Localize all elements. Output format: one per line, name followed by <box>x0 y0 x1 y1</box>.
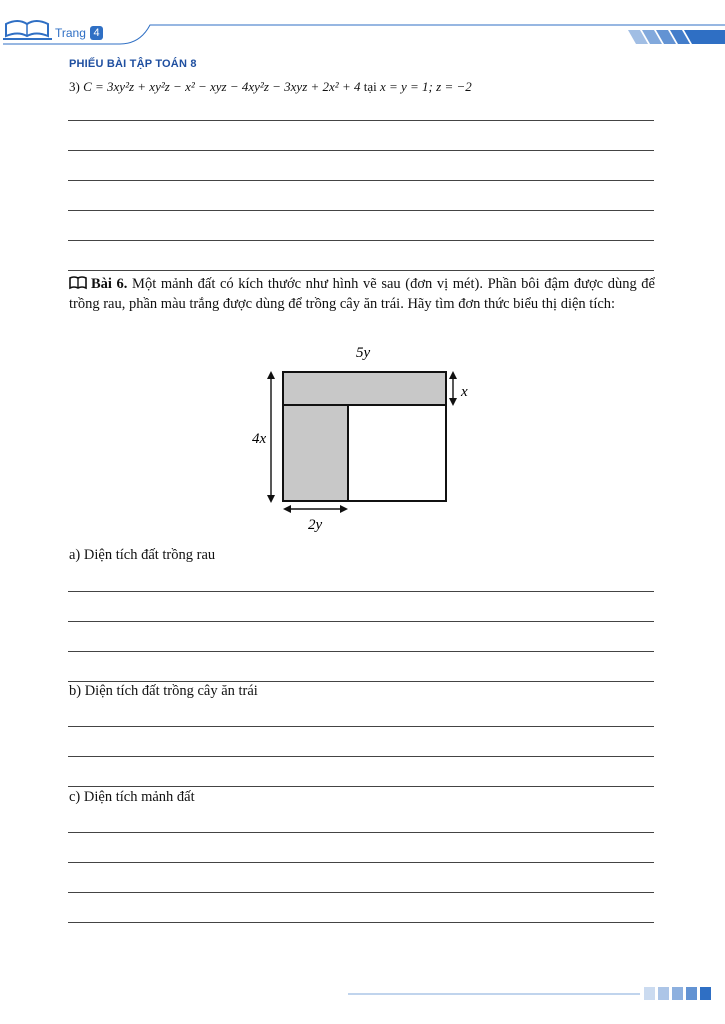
book-logo-icon <box>3 21 52 39</box>
answer-line[interactable] <box>68 591 654 592</box>
shaded-left-column <box>283 405 348 501</box>
answer-line[interactable] <box>68 210 654 211</box>
condition-word: tại <box>363 79 377 94</box>
answer-line[interactable] <box>68 681 654 682</box>
label-2y: 2y <box>308 517 323 533</box>
bottom-width-arrow <box>283 505 348 513</box>
answer-line[interactable] <box>68 150 654 151</box>
answer-line[interactable] <box>68 240 654 241</box>
answer-line[interactable] <box>68 756 654 757</box>
problem-number: 3) <box>69 79 80 94</box>
white-region <box>348 405 446 501</box>
answer-line[interactable] <box>68 651 654 652</box>
shaded-top-strip <box>283 372 446 405</box>
land-diagram <box>250 340 490 540</box>
answer-line[interactable] <box>68 832 654 833</box>
answer-line[interactable] <box>68 621 654 622</box>
exercise-6 <box>69 274 655 314</box>
strip-height-arrow <box>449 371 457 406</box>
answer-line[interactable] <box>68 180 654 181</box>
label-5y: 5y <box>356 345 371 361</box>
math-condition: x = y = 1; z = −2 <box>379 79 472 94</box>
exercise-label: Bài 6. <box>91 276 128 292</box>
question-c: c) Diện tích mảnh đất <box>69 789 195 805</box>
answer-line[interactable] <box>68 270 654 271</box>
sheet-title: PHIẾU BÀI TẬP TOÁN 8 <box>69 58 197 70</box>
exercise-text: Một mảnh đất có kích thước như hình vẽ sau (đơn vị mét). Phần bôi đậm được dùng để trồng rau, phần màu trắng được dùng để trồng cây ăn trái. Hãy tìm đơn thức biểu thị diện tích: <box>69 276 655 312</box>
question-a: a) Diện tích đất trồng rau <box>69 547 216 563</box>
answer-line[interactable] <box>68 786 654 787</box>
answer-line[interactable] <box>68 120 654 121</box>
header-banner <box>0 0 725 50</box>
math-expression: C = 3xy²z + xy²z − x² − xyz − 4xy²z − 3xyz + 2x² + 4 <box>83 79 361 94</box>
header-stripes <box>628 30 725 44</box>
label-4x: 4x <box>252 431 267 447</box>
answer-line[interactable] <box>68 726 654 727</box>
problem-3-expression <box>69 79 472 95</box>
book-icon <box>69 276 87 290</box>
answer-line[interactable] <box>68 922 654 923</box>
answer-line[interactable] <box>68 862 654 863</box>
page-label: Trang <box>55 26 86 40</box>
question-b: b) Diện tích đất trồng cây ăn trái <box>69 683 258 699</box>
answer-line[interactable] <box>68 892 654 893</box>
footer-decoration <box>340 982 720 1006</box>
page-number-badge: 4 <box>90 26 103 40</box>
label-x: x <box>461 384 468 400</box>
height-arrow <box>267 371 275 503</box>
